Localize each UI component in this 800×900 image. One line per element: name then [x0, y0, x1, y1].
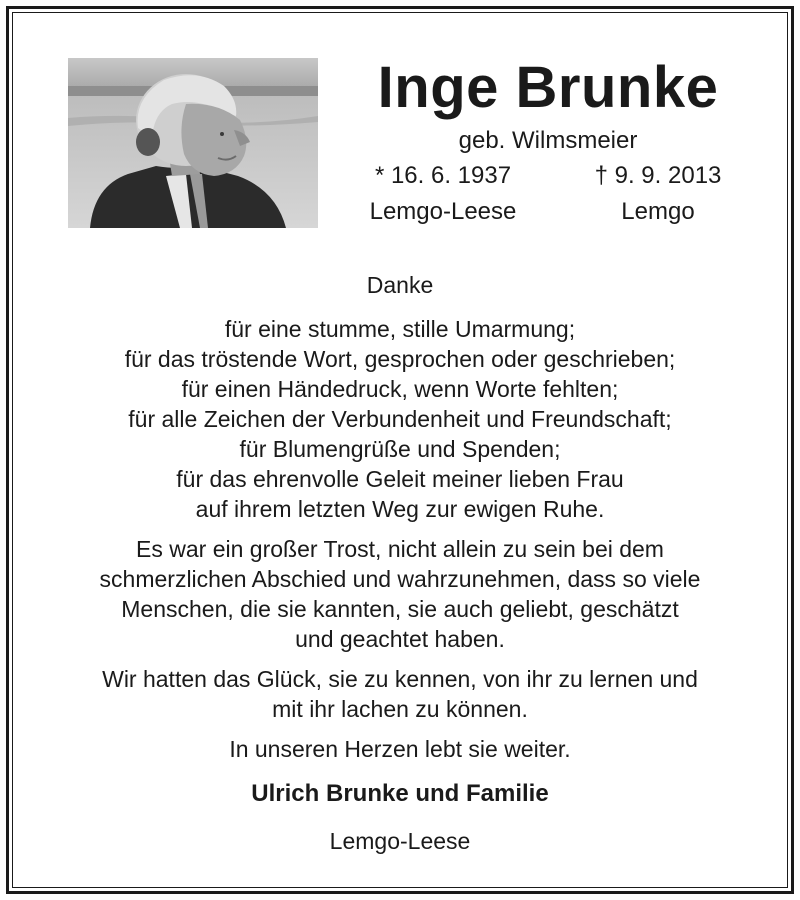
notice-header: [338, 55, 758, 229]
maiden-name: geb. Wilmsmeier: [458, 127, 638, 154]
dates-row: [338, 159, 758, 193]
signature-place: Lemgo-Leese: [329, 828, 471, 854]
closing-line: In unseren Herzen lebt sie weiter.: [229, 736, 571, 762]
birth-place: Lemgo-Leese: [369, 198, 517, 225]
notice-body: [20, 270, 780, 856]
death-date: † 9. 9. 2013: [594, 162, 722, 189]
thanks-line: für das tröstende Wort, gesprochen oder geschrieben;: [124, 346, 676, 372]
thanks-line: für eine stumme, stille Umarmung;: [224, 316, 576, 342]
paragraph-line: Wir hatten das Glück, sie zu kennen, von ihr zu lernen und: [102, 666, 698, 692]
deceased-name: Inge Brunke: [377, 55, 719, 120]
places-row: [338, 195, 758, 229]
paragraph-line: Menschen, die sie kannten, sie auch geliebt, geschätzt: [121, 596, 679, 622]
birth-date: * 16. 6. 1937: [374, 162, 512, 189]
paragraph-line: schmerzlichen Abschied und wahrzunehmen, dass so viele: [99, 566, 701, 592]
thanks-heading: Danke: [366, 272, 434, 298]
death-place: Lemgo: [621, 198, 695, 225]
thanks-line: für Blumengrüße und Spenden;: [239, 436, 561, 462]
thanks-line: für einen Händedruck, wenn Worte fehlten;: [181, 376, 619, 402]
thanks-line: auf ihrem letzten Weg zur ewigen Ruhe.: [195, 496, 605, 522]
paragraph-line: und geachtet haben.: [295, 626, 505, 652]
portrait-photo: [68, 58, 318, 228]
paragraph-line: mit ihr lachen zu können.: [272, 696, 528, 722]
paragraph-line: Es war ein großer Trost, nicht allein zu sein bei dem: [136, 536, 664, 562]
signature: Ulrich Brunke und Familie: [251, 780, 549, 807]
thanks-line: für das ehrenvolle Geleit meiner lieben Frau: [176, 466, 624, 492]
thanks-line: für alle Zeichen der Verbundenheit und Freundschaft;: [128, 406, 672, 432]
